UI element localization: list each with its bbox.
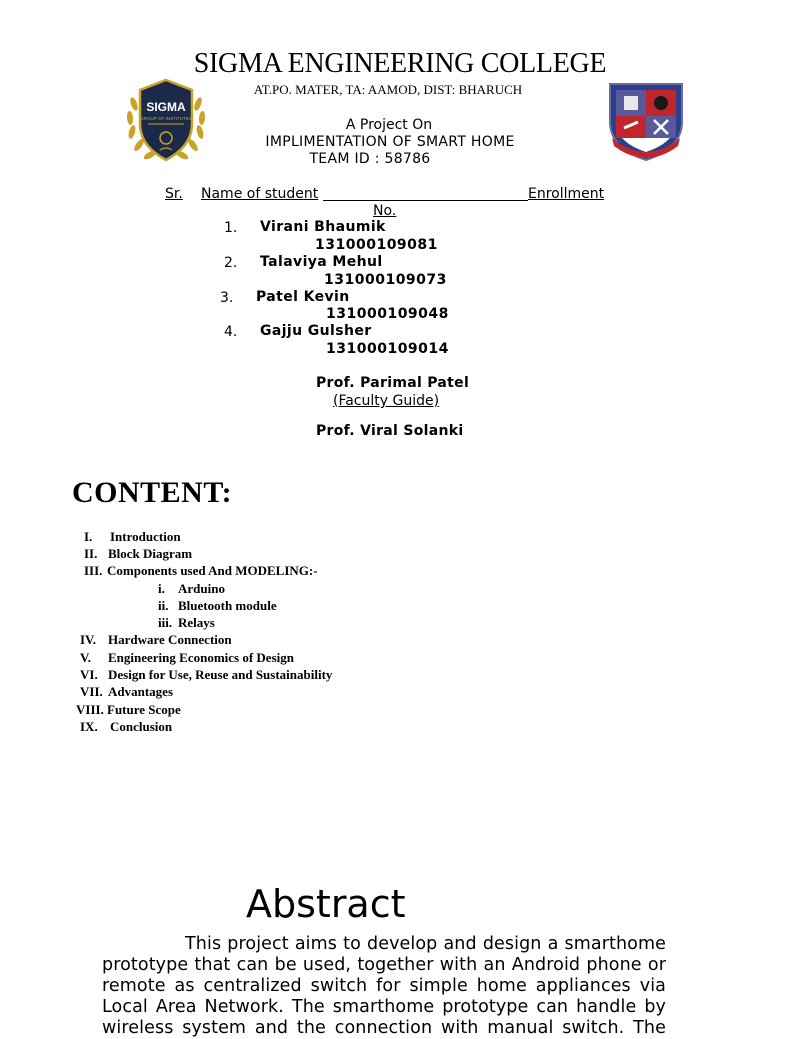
- contents-page: [0, 444, 768, 844]
- contents-subitem: [0, 581, 768, 598]
- column-header-sr: Sr.: [165, 186, 183, 202]
- student-name: Virani Bhaumik: [260, 219, 386, 235]
- abstract-line: prototype that can be used, together with an Android phone or: [102, 955, 666, 975]
- contents-item-number: VIII.: [76, 702, 104, 717]
- contents-item-number: VI.: [80, 667, 98, 682]
- contents-item: [0, 632, 768, 649]
- contents-heading: CONTENT:: [72, 476, 233, 509]
- student-number: 4.: [224, 324, 238, 340]
- contents-item-text: Engineering Economics of Design: [108, 650, 294, 665]
- contents-item-text: Future Scope: [107, 702, 181, 717]
- contents-item-text: Bluetooth module: [178, 598, 277, 613]
- contents-item-number: IV.: [80, 632, 97, 647]
- second-professor-name: Prof. Viral Solanki: [316, 423, 464, 439]
- cover-page: [0, 0, 768, 439]
- student-enrollment: 131000109048: [326, 306, 449, 322]
- contents-item-number: IX.: [80, 719, 98, 734]
- abstract-line: Local Area Network. The smarthome prototype can handle by: [102, 997, 666, 1017]
- student-enrollment: 131000109014: [326, 341, 449, 357]
- contents-item-text: Advantages: [108, 684, 174, 699]
- column-header-enrollment: Enrollment: [528, 186, 605, 202]
- contents-item: [0, 650, 768, 667]
- team-id: TEAM ID : 58786: [309, 151, 431, 167]
- svg-text:SIGMA: SIGMA: [146, 100, 186, 114]
- abstract-line: wireless system and the connection with manual switch. The: [102, 1018, 666, 1038]
- contents-item-text: Components used And MODELING:-: [107, 563, 318, 578]
- contents-item-text: Arduino: [178, 581, 225, 596]
- contents-item: [0, 702, 768, 719]
- contents-item-text: Introduction: [110, 529, 181, 544]
- svg-text:GROUP OF INSTITUTES: GROUP OF INSTITUTES: [140, 116, 192, 121]
- contents-item-text: Conclusion: [110, 719, 173, 734]
- column-header-no: No.: [373, 203, 397, 219]
- student-number: 1.: [224, 220, 238, 236]
- contents-item-number: ii.: [158, 598, 169, 613]
- contents-item: [0, 563, 768, 580]
- college-address: AT.PO. MATER, TA: AAMOD, DIST: BHARUCH: [253, 82, 523, 97]
- college-name: SIGMA ENGINEERING COLLEGE: [193, 48, 607, 79]
- contents-item-text: Block Diagram: [108, 546, 193, 561]
- contents-item-text: Design for Use, Reuse and Sustainability: [108, 667, 333, 682]
- student-number: 2.: [224, 255, 238, 271]
- contents-subitem: [0, 598, 768, 615]
- contents-item-number: III.: [84, 563, 103, 578]
- faculty-guide-role: (Faculty Guide): [333, 393, 440, 409]
- contents-item-number: V.: [80, 650, 91, 665]
- student-number: 3.: [220, 290, 234, 306]
- project-title: IMPLIMENTATION OF SMART HOME: [265, 134, 515, 150]
- contents-item-number: I.: [84, 529, 93, 544]
- contents-item: [0, 684, 768, 701]
- student-enrollment: 131000109081: [315, 237, 438, 253]
- project-intro: A Project On: [345, 117, 433, 133]
- contents-item-number: VII.: [80, 684, 103, 699]
- column-header-underline: [323, 186, 528, 201]
- contents-subitem: [0, 615, 768, 632]
- gear-icon: [654, 96, 668, 110]
- contents-item-text: Hardware Connection: [108, 632, 232, 647]
- contents-item-text: Relays: [178, 615, 215, 630]
- abstract-page: [0, 844, 768, 1038]
- student-name: Talaviya Mehul: [260, 254, 383, 270]
- contents-item: [0, 667, 768, 684]
- abstract-line: remote as centralized switch for simple home appliances via: [102, 976, 666, 996]
- student-name: Gajju Gulsher: [260, 323, 372, 339]
- contents-item-number: II.: [84, 546, 98, 561]
- contents-item-number: i.: [158, 581, 165, 596]
- faculty-guide-name: Prof. Parimal Patel: [316, 375, 470, 391]
- contents-item-number: iii.: [158, 615, 173, 630]
- contents-item: [0, 719, 768, 736]
- column-header-name: Name of student: [201, 186, 319, 202]
- abstract-heading: Abstract: [246, 882, 406, 926]
- contents-item: [0, 529, 768, 546]
- student-name: Patel Kevin: [256, 289, 350, 305]
- contents-item: [0, 546, 768, 563]
- abstract-line: This project aims to develop and design a smarthome: [185, 934, 666, 954]
- student-enrollment: 131000109073: [324, 272, 447, 288]
